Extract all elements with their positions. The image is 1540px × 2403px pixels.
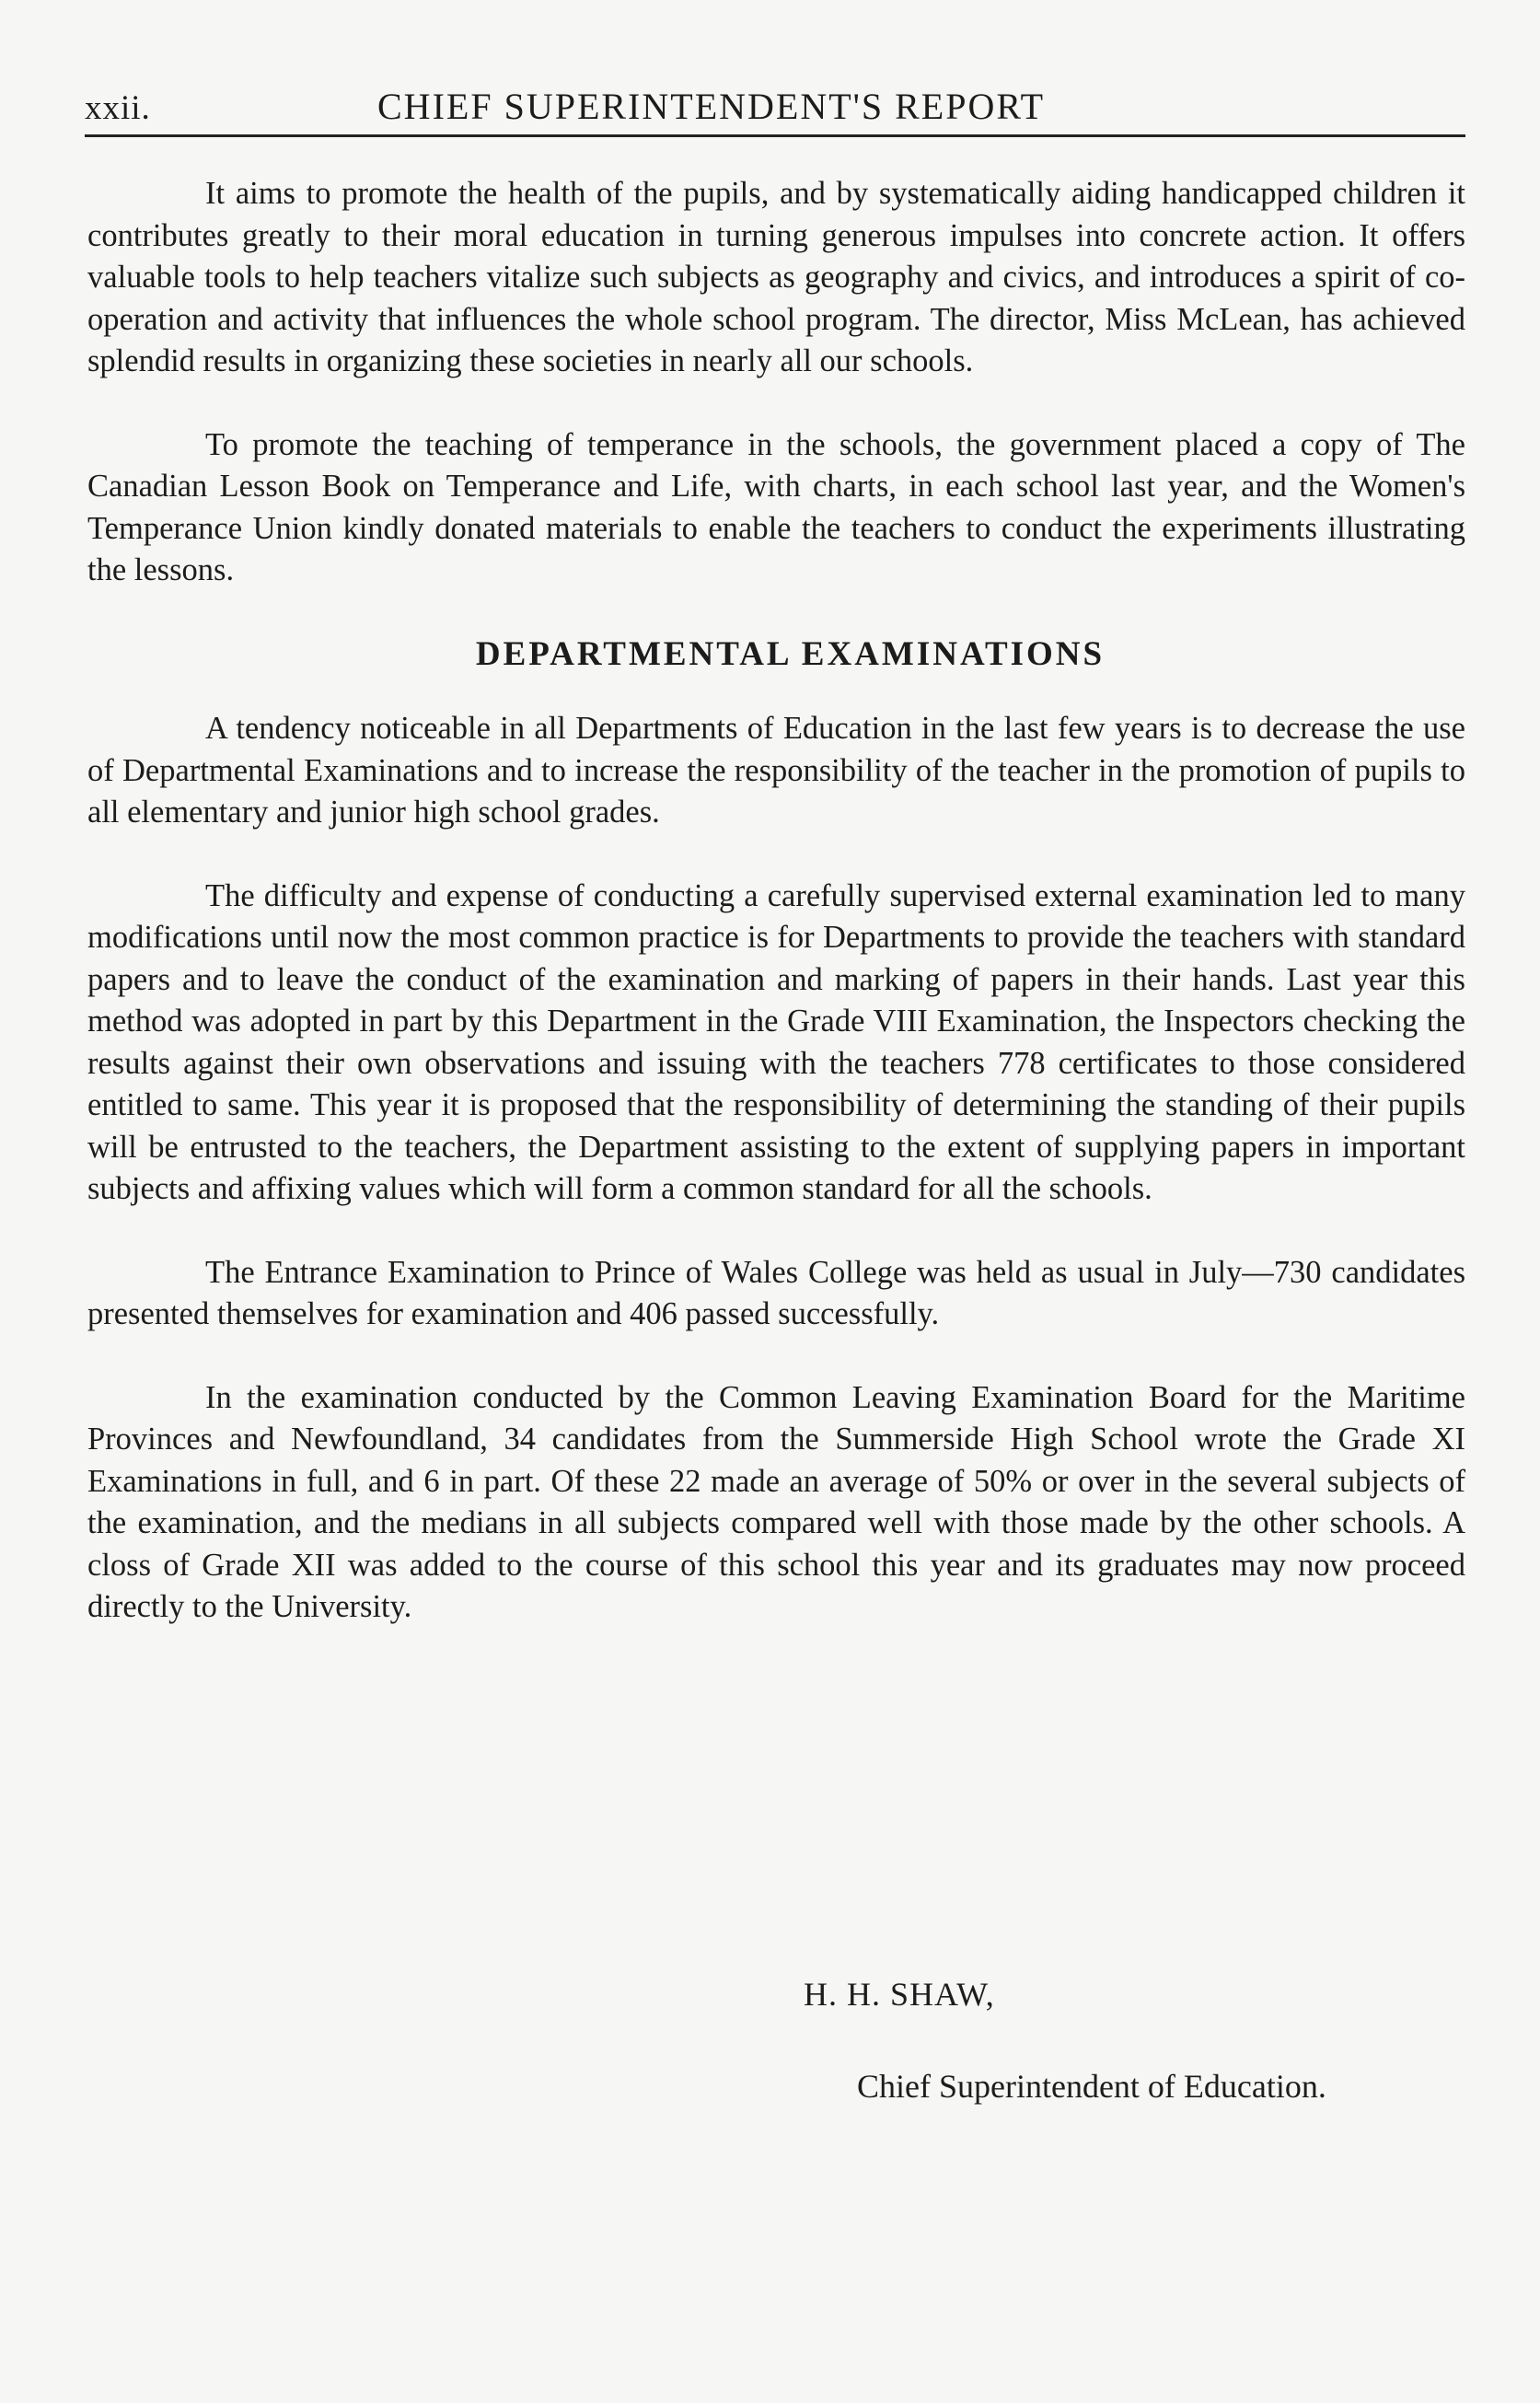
paragraph-common-leaving-exam: In the examination conducted by the Common Leaving Examination Board for the Maritime Provinces and Newfoundland, 34 candidates from the Summerside High School wrote the Grade XI Examinations in full, and 6 in part. Of these 22 made an average of 50% or over in the several subjects of the examination, and the medians in all subjects compared well with those made by the other schools. A closs of Grade XII was added to the course of this school this year and its graduates may now proceed directly to the University. — [87, 1379, 1465, 1624]
paragraph-junior-red-cross: It aims to promote the health of the pupils, and by systematically aiding handicapped children it contributes greatly to their moral education in turning generous impulses into concrete action. It offers valuable tools to help teachers vitalize such subjects as geography and civics, and introduces a spirit of co-operation and activity that influences the whole school program. The director, Miss McLean, has achieved splendid results in organizing these societies in nearly all our schools. — [87, 176, 1465, 378]
paragraph-entrance-exam: The Entrance Examination to Prince of Wales College was held as usual in July—730 candidates presented themselves for examination and 406 passed successfully. — [87, 1254, 1465, 1331]
signature-name: H. H. SHAW, — [804, 1976, 995, 2013]
body-text — [87, 173, 1465, 1670]
page-header — [85, 81, 1464, 136]
section-heading: DEPARTMENTAL EXAMINATIONS — [475, 634, 1106, 673]
running-title: CHIEF SUPERINTENDENT'S REPORT — [377, 86, 1046, 127]
signature-title: Chief Superintendent of Education. — [857, 2068, 1326, 2105]
paragraph-exam-difficulty: The difficulty and expense of conducting a carefully supervised external examination led to many modifications until now the most common practice is for Departments to provide the teachers with standard papers and to leave the conduct of the examination and marking of papers in their hands. Last year this method was adopted in part by this Department in the Grade VIII Examination, the Inspectors checking the results against their own observations and issuing with the teachers 778 certificates to those considered entitled to same. This year it is proposed that the responsibility of determining the standing of their pupils will be entrusted to the teachers, the Department assisting to the extent of supplying papers in important subjects and affixing values which will form a common standard for all the schools. — [87, 877, 1465, 1206]
paragraph-exam-tendency: A tendency noticeable in all Departments of Education in the last few years is to decrease the use of Departmental Examinations and to increase the responsibility of the teacher in the promotion of pupils to all elementary and junior high school grades. — [87, 711, 1465, 830]
page-number: xxii. — [85, 89, 151, 127]
paragraph-temperance: To promote the teaching of temperance in the schools, the government placed a copy of The Canadian Lesson Book on Temperance and Life, with charts, in each school last year, and the Women's Temperance Union kindly donated materials to enable the teachers to conduct the experiments illustrating the lessons. — [87, 426, 1465, 587]
header-rule — [85, 134, 1465, 137]
